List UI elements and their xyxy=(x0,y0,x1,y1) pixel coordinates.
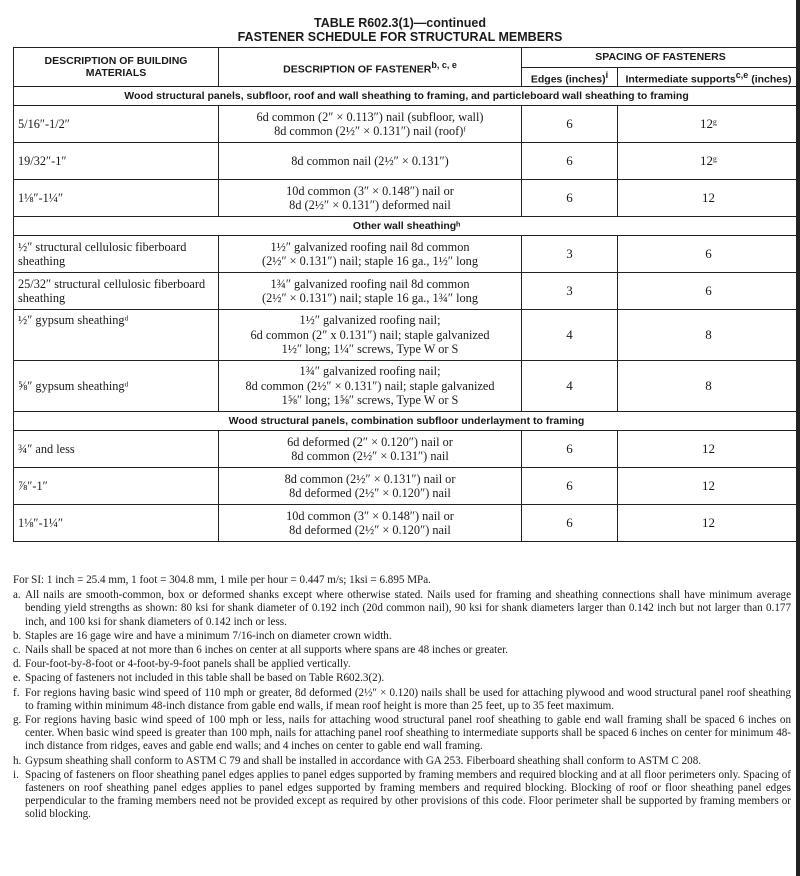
fastener-line: 8d deformed (2½″ × 0.120″) nail xyxy=(289,486,451,500)
footnote xyxy=(13,644,791,657)
intermediate-spacing-cell: 12 xyxy=(618,468,800,505)
fastener-cell xyxy=(219,505,522,542)
edge-spacing-cell: 4 xyxy=(522,361,618,412)
header-fastener-label: DESCRIPTION OF FASTENER xyxy=(283,63,432,76)
table-subtitle: FASTENER SCHEDULE FOR STRUCTURAL MEMBERS xyxy=(237,30,563,44)
footnote-label: b. xyxy=(13,629,22,642)
footnote-label: c. xyxy=(13,644,21,657)
header-intermediate-label: Intermediate supports xyxy=(625,73,736,85)
intermediate-spacing-cell: 6 xyxy=(618,273,800,310)
fastener-cell xyxy=(219,106,522,143)
table-row xyxy=(14,236,800,273)
fastener-line: 8d (2½″ × 0.131″) deformed nail xyxy=(289,198,451,212)
fastener-line: (2½″ × 0.131″) nail; staple 16 ga., 1¾″ long xyxy=(262,291,478,305)
intermediate-spacing-cell: 12 xyxy=(618,431,800,468)
material-cell: 1⅛″-1¼″ xyxy=(14,505,219,542)
fastener-line: 8d common (2½″ × 0.131″) nail or xyxy=(284,471,456,486)
table-title: TABLE R602.3(1)—continued xyxy=(313,16,486,30)
footnote xyxy=(13,658,791,671)
edge-spacing-cell: 6 xyxy=(522,143,618,180)
footnote-label: d. xyxy=(13,658,22,671)
table-row xyxy=(14,310,800,361)
header-edges xyxy=(522,67,618,87)
table-row xyxy=(14,505,800,542)
header-intermediate xyxy=(618,67,800,87)
table-row xyxy=(14,143,800,180)
fastener-line: 6d deformed (2″ × 0.120″) nail or xyxy=(287,434,453,449)
footnote xyxy=(13,687,791,713)
fastener-line: 6d common (2″ × 0.113″) nail (subfloor, wall) xyxy=(256,109,484,124)
material-cell: ⅝″ gypsum sheathingᵈ xyxy=(14,361,219,412)
fastener-line: 1⅝″ long; 1⅝″ screws, Type W or S xyxy=(281,393,459,408)
fastener-line: 8d deformed (2½″ × 0.120″) nail xyxy=(289,523,451,537)
fastener-line: 1½″ galvanized roofing nail; xyxy=(299,313,441,328)
footnote xyxy=(13,769,791,822)
header-intermediate-unit: (inches) xyxy=(751,73,792,85)
fastener-schedule-table xyxy=(13,47,800,542)
fastener-line: 6d common (2″ x 0.131″) nail; staple galvanized xyxy=(250,327,490,342)
section-heading-row xyxy=(14,217,800,236)
footnote-text: All nails are smooth-common, box or deformed shanks except where otherwise stated. Nails used for framing and sheathing connections shall have minimum average bending yield strengths as shown: 80 ksi for shank diameter of 0.192 inch (20d common nail), 90 ksi for shank diameters larger than 0.142 inch but not larger than 0.177 inch, and 100 ksi for shank diameters of 0.142 inch or less. xyxy=(25,589,791,628)
table-row xyxy=(14,273,800,310)
fastener-line: 8d common (2½″ × 0.131″) nail xyxy=(291,449,449,463)
edge-spacing-cell: 3 xyxy=(522,236,618,273)
edge-spacing-cell: 4 xyxy=(522,310,618,361)
table-row xyxy=(14,468,800,505)
section-heading: Other wall sheathingʰ xyxy=(14,217,800,236)
section-heading: Wood structural panels, combination subfloor underlayment to framing xyxy=(14,412,800,431)
footnote-text: Spacing of fasteners on floor sheathing panel edges applies to panel edges supported by framing members and required blocking and at all floor perimeters only. Spacing of fasteners on roof sheathing panel edges applies to panel edges supported by framing members and required blocking. Blocking of roof or floor sheathing panel edges perpendicular to the framing members need not be provided except as required by other provisions of this code. Floor perimeter shall be supported by framing members or solid blocking. xyxy=(25,768,791,821)
header-row-1 xyxy=(14,48,800,68)
fastener-cell xyxy=(219,180,522,217)
header-edges-label: Edges (inches) xyxy=(530,73,606,85)
intermediate-spacing-cell: 12ᵍ xyxy=(618,106,800,143)
material-cell: 5/16″-1/2″ xyxy=(14,106,219,143)
fastener-line: 1¾″ galvanized roofing nail 8d common xyxy=(270,276,470,291)
fastener-line: 8d common nail (2½″ × 0.131″) xyxy=(291,153,449,168)
table-row xyxy=(14,180,800,217)
footnote xyxy=(13,672,791,685)
footnote-text: For regions having basic wind speed of 100 mph or less, nails for attaching wood structural panel roof sheathing to gable end wall framing shall be spaced 6 inches on center. When basic wind speed is greater than 100 mph, nails for attaching panel roof sheathing to intermediate supports shall be spaced 6 inches on center for minimum 48-inch distance from ridges, eaves and gable end walls; and 4 inches on center to gable end wall framing. xyxy=(25,714,791,753)
fastener-cell xyxy=(219,361,522,412)
footnote-label: g. xyxy=(13,714,22,727)
footnote-text: For regions having basic wind speed of 110 mph or greater, 8d deformed (2½″ × 0.120) nails shall be used for attaching plywood and wood structural panel roof sheathing to framing within minimum 48-inch distance from gable end walls, if mean roof height is more than 25 feet, up to 35 feet maximum. xyxy=(25,686,791,712)
fastener-cell xyxy=(219,310,522,361)
footnote xyxy=(13,755,791,768)
footnote xyxy=(13,589,791,629)
footnote-label: i. xyxy=(13,768,19,781)
footnote-text: Staples are 16 gage wire and have a minimum 7/16-inch on diameter crown width. xyxy=(25,629,392,642)
material-cell: 1⅛″-1¼″ xyxy=(14,180,219,217)
footnote xyxy=(13,714,791,754)
intermediate-spacing-cell: 12 xyxy=(618,505,800,542)
footnote-label: e. xyxy=(13,672,21,685)
fastener-cell xyxy=(219,468,522,505)
fastener-line: 1½″ long; 1¼″ screws, Type W or S xyxy=(281,342,459,357)
scan-edge-bar xyxy=(796,0,800,876)
footnote-text: Spacing of fasteners not included in this table shall be based on Table R602.3(2). xyxy=(25,672,385,685)
footnote-label: f. xyxy=(13,686,20,699)
material-cell: ⅞″-1″ xyxy=(14,468,219,505)
section-heading: Wood structural panels, subfloor, roof and wall sheathing to framing, and particleboard wall sheathing to framing xyxy=(14,87,800,106)
material-cell: 19/32″-1″ xyxy=(14,143,219,180)
fastener-line: 8d common (2½″ × 0.131″) nail (roof)ᶠ xyxy=(274,124,466,138)
fastener-cell xyxy=(219,273,522,310)
fastener-line: 1¾″ galvanized roofing nail; xyxy=(299,364,441,379)
footnotes xyxy=(13,574,791,823)
fastener-line: 1½″ galvanized roofing nail 8d common xyxy=(270,239,470,254)
edge-spacing-cell: 6 xyxy=(522,431,618,468)
si-conversion-line: For SI: 1 inch = 25.4 mm, 1 foot = 304.8 mm, 1 mile per hour = 0.447 m/s; 1ksi = 6.895 MPa. xyxy=(13,574,431,586)
edge-spacing-cell: 6 xyxy=(522,106,618,143)
header-edges-note: i xyxy=(605,69,609,80)
fastener-cell xyxy=(219,431,522,468)
footnote-label: a. xyxy=(13,589,21,602)
header-spacing: SPACING OF FASTENERS xyxy=(522,48,800,68)
section-heading-row xyxy=(14,87,800,106)
fastener-cell xyxy=(219,143,522,180)
footnote-text: Nails shall be spaced at not more than 6 inches on center at all supports where spans are 48 inches or greater. xyxy=(25,644,509,657)
fastener-line: 10d common (3″ × 0.148″) nail or xyxy=(286,508,454,523)
fastener-cell xyxy=(219,236,522,273)
table-row xyxy=(14,431,800,468)
table-row xyxy=(14,361,800,412)
header-building-materials: DESCRIPTION OF BUILDING MATERIALS xyxy=(14,48,219,87)
edge-spacing-cell: 6 xyxy=(522,180,618,217)
fastener-line: 8d common (2½″ × 0.131″) nail; staple galvanized xyxy=(245,378,495,393)
material-cell: ¾″ and less xyxy=(14,431,219,468)
edge-spacing-cell: 3 xyxy=(522,273,618,310)
footnote-label: h. xyxy=(13,754,22,767)
material-cell: 25/32″ structural cellulosic fiberboard sheathing xyxy=(14,273,219,310)
intermediate-spacing-cell: 8 xyxy=(618,310,800,361)
intermediate-spacing-cell: 12ᵍ xyxy=(618,143,800,180)
header-fastener xyxy=(219,48,522,87)
fastener-line: (2½″ × 0.131″) nail; staple 16 ga., 1½″ long xyxy=(262,254,478,268)
edge-spacing-cell: 6 xyxy=(522,505,618,542)
intermediate-spacing-cell: 8 xyxy=(618,361,800,412)
footnote xyxy=(13,630,791,643)
intermediate-spacing-cell: 12 xyxy=(618,180,800,217)
table-row xyxy=(14,106,800,143)
fastener-line: 10d common (3″ × 0.148″) nail or xyxy=(286,183,454,198)
footnote-text: Gypsum sheathing shall conform to ASTM C 79 and shall be installed in accordance with GA 253. Fiberboard sheathing shall conform to ASTM C 208. xyxy=(25,754,702,767)
intermediate-spacing-cell: 6 xyxy=(618,236,800,273)
footnote-text: Four-foot-by-8-foot or 4-foot-by-9-foot panels shall be applied vertically. xyxy=(25,658,351,671)
header-fastener-note: b, c, e xyxy=(431,59,457,70)
header-intermediate-note: c,e xyxy=(735,69,749,80)
material-cell: ½″ gypsum sheathingᵈ xyxy=(14,310,219,361)
material-cell: ½″ structural cellulosic fiberboard sheathing xyxy=(14,236,219,273)
section-heading-row xyxy=(14,412,800,431)
edge-spacing-cell: 6 xyxy=(522,468,618,505)
